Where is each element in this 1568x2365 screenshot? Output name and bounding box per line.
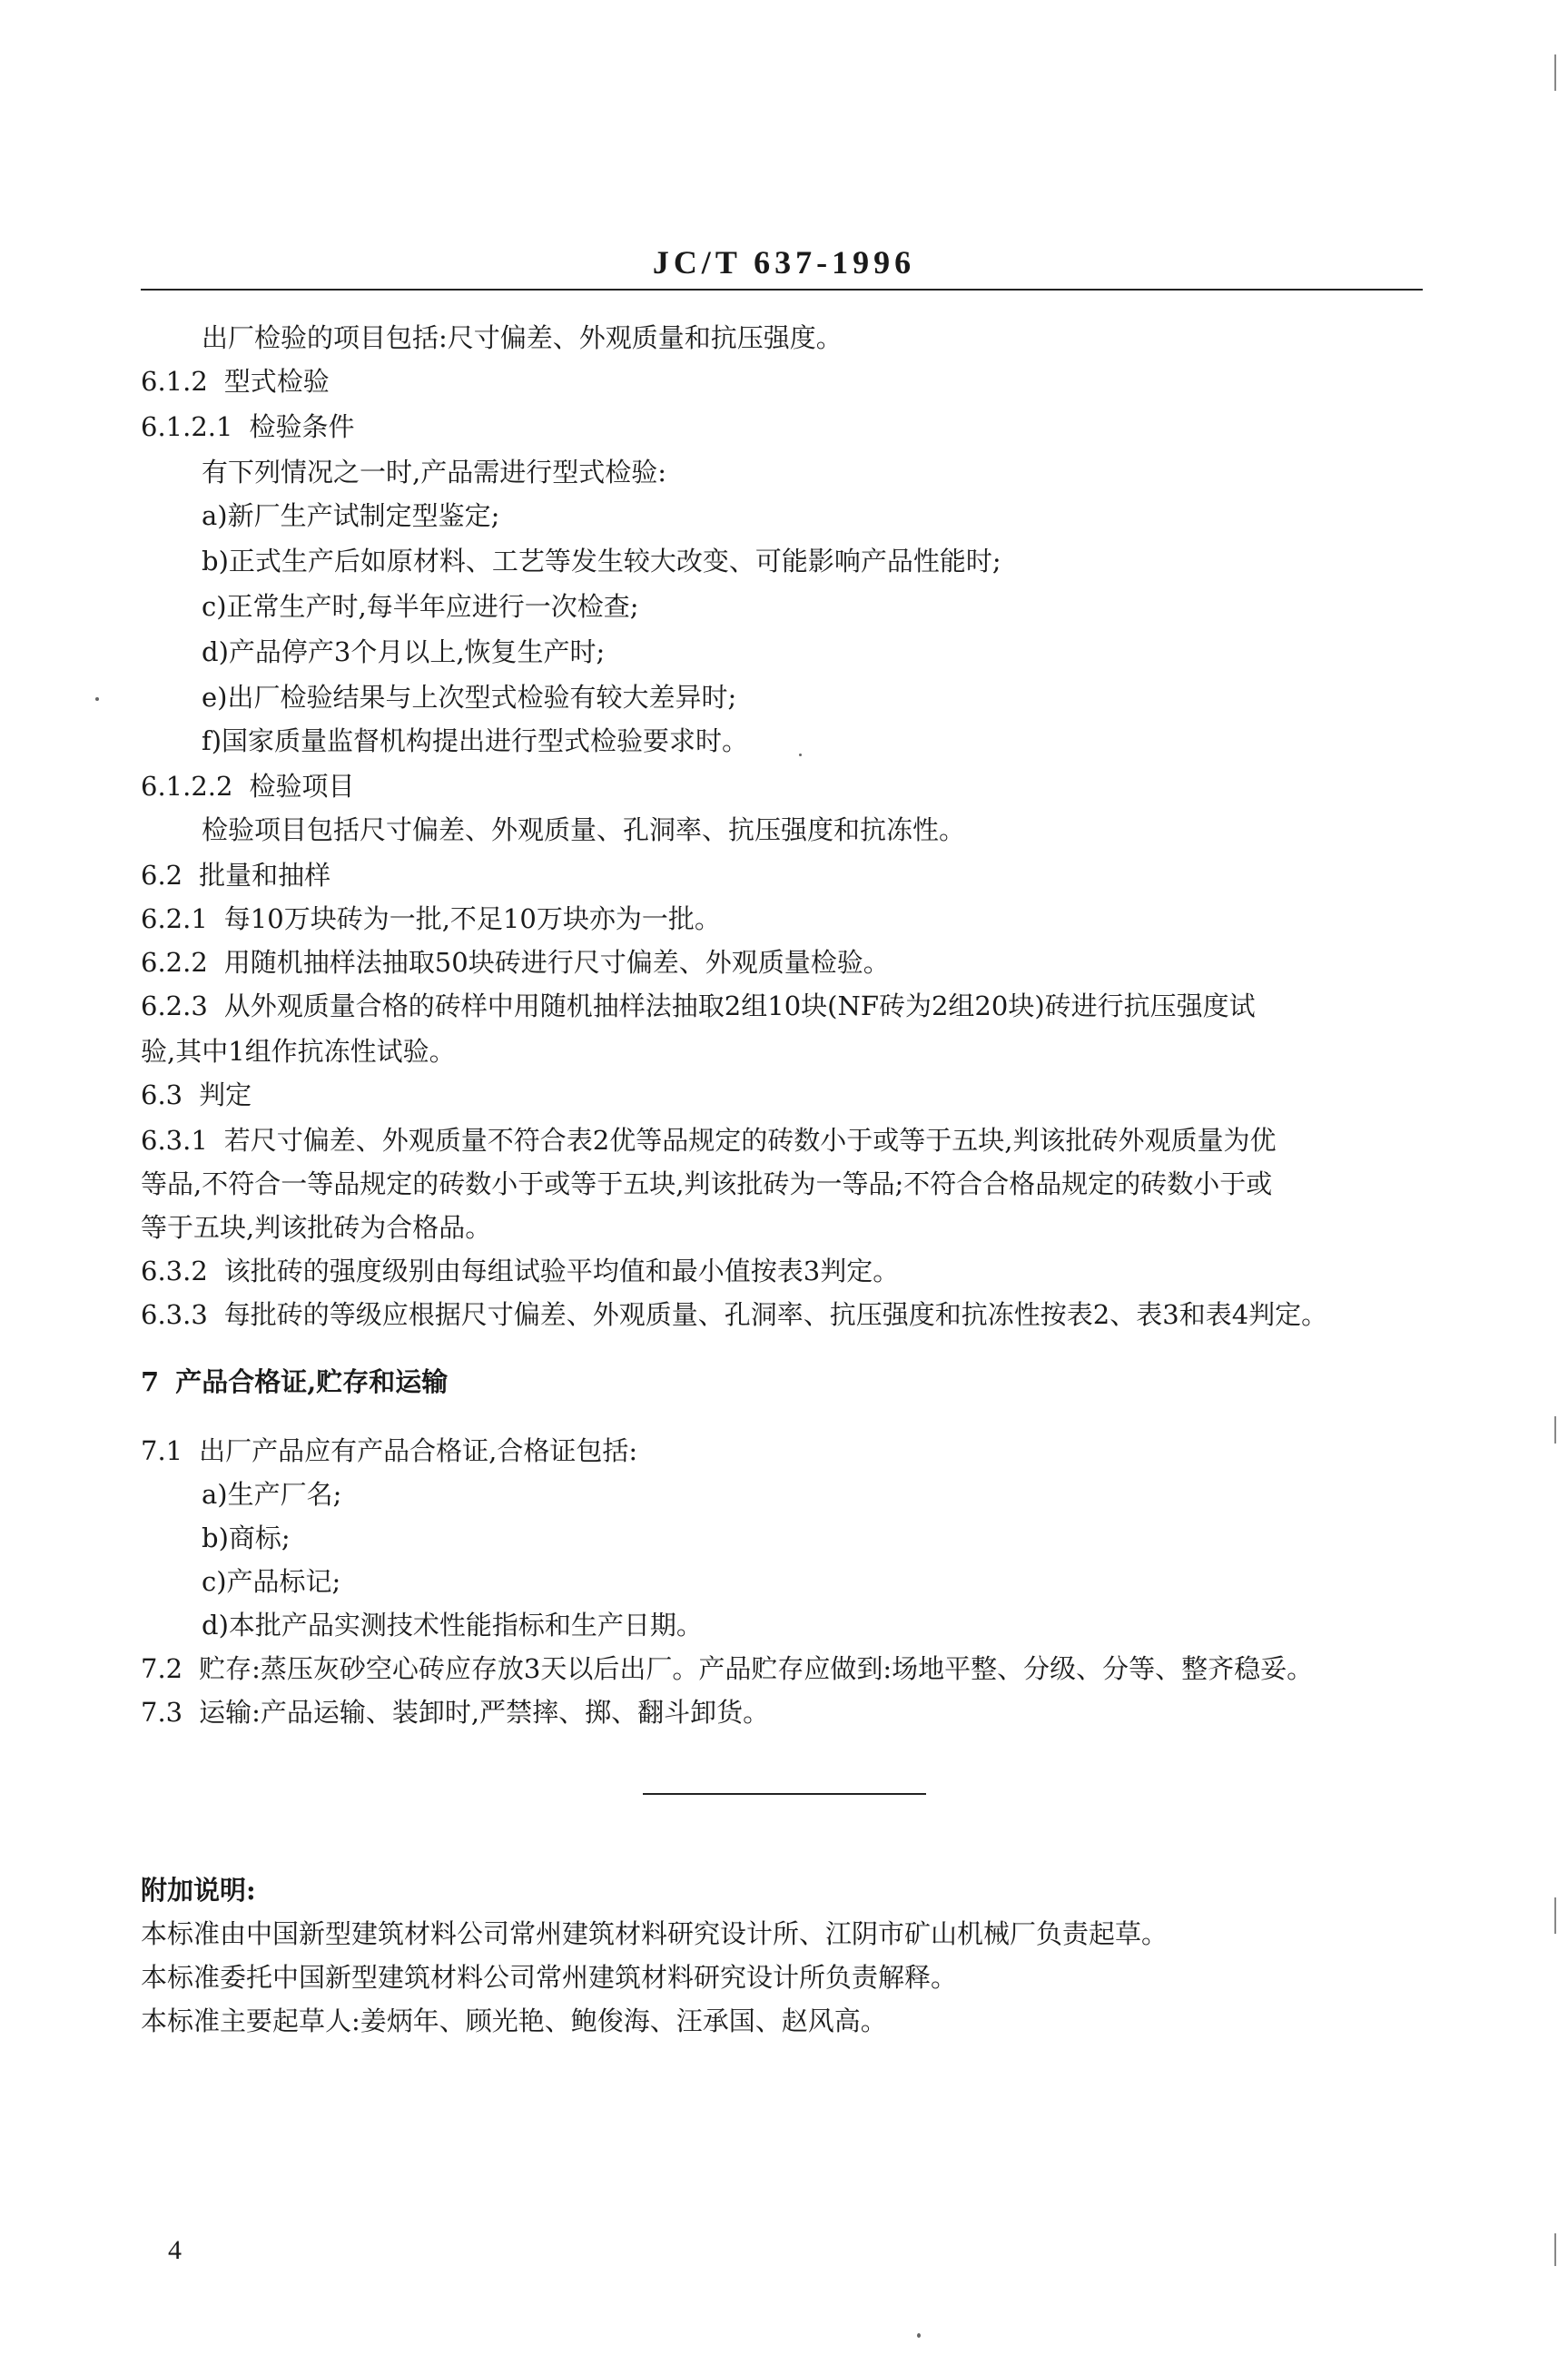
section-text: 每批砖的等级应根据尺寸偏差、外观质量、孔洞率、抗压强度和抗冻性按表2、表3和表4判定。 [223,1299,1328,1330]
list-item-a: a)新厂生产试制定型鉴定; [202,500,500,531]
section-text: 贮存:蒸压灰砂空心砖应存放3天以后出厂。产品贮存应做到:场地平整、分级、分等、整齐稳妥。 [199,1653,1314,1684]
scan-speck [799,754,802,756]
section-number: 7.3 [141,1697,183,1728]
section-number: 6.3 [141,1079,183,1110]
section-6-3-3 [141,1296,1327,1333]
section-title: 型式检验 [223,366,330,397]
standard-code-header: JC/T 637-1996 [652,244,916,281]
scan-edge-mark [1554,54,1556,91]
list-item-f: f)国家质量监督机构提出进行型式检验要求时。 [202,725,749,756]
section-7-2 [141,1651,1313,1687]
scan-speck [917,2333,921,2338]
section-text: 运输:产品运输、装卸时,严禁摔、掷、翻斗卸货。 [199,1697,770,1728]
end-of-text-rule [643,1793,926,1795]
section-number: 6.3.1 [141,1125,208,1156]
section-7-heading [141,1364,448,1400]
section-6-3-1-cont2: 等于五块,判该批砖为合格品。 [141,1212,492,1243]
header-rule [141,289,1423,291]
section-text: 该批砖的强度级别由每组试验平均值和最小值按表3判定。 [223,1256,900,1286]
section-title: 产品合格证,贮存和运输 [175,1366,449,1397]
section-6-2-1 [141,901,721,937]
section-6-2-2 [141,944,890,980]
list-item-7-1-b: b)商标; [202,1522,291,1553]
section-number: 6.2.2 [141,947,208,978]
section-text: 若尺寸偏差、外观质量不符合表2优等品规定的砖数小于或等于五块,判该批砖外观质量为优 [223,1125,1277,1156]
section-7-1 [141,1433,637,1469]
section-number: 6.1.2.2 [141,771,233,802]
section-title: 检验条件 [249,411,355,442]
section-text: 出厂产品应有产品合格证,合格证包括: [199,1435,638,1466]
section-title: 批量和抽样 [199,860,331,891]
section-6-2 [141,857,330,893]
section-number: 7.2 [141,1653,183,1684]
scan-edge-mark [1554,2233,1556,2266]
section-6-3-1-cont: 等品,不符合一等品规定的砖数小于或等于五块,判该批砖为一等品;不符合合格品规定的砖数小于或 [141,1168,1273,1199]
section-6-1-2-2 [141,768,354,804]
list-item-c: c)正常生产时,每半年应进行一次检查; [202,591,639,622]
scan-edge-mark [1554,1897,1556,1934]
section-number: 6.2 [141,860,183,891]
list-item-7-1-d: d)本批产品实测技术性能指标和生产日期。 [202,1610,703,1641]
list-item-7-1-a: a)生产厂名; [202,1479,342,1510]
section-number: 6.2.1 [141,903,208,934]
section-text: 用随机抽样法抽取50块砖进行尺寸偏差、外观质量检验。 [223,947,890,978]
list-item-d: d)产品停产3个月以上,恢复生产时; [202,636,606,667]
list-item-7-1-c: c)产品标记; [202,1566,341,1597]
scan-edge-mark [1554,1416,1556,1444]
paragraph-conditions-intro: 有下列情况之一时,产品需进行型式检验: [202,457,666,488]
notes-title: 附加说明: [141,1875,256,1906]
section-text: 每10万块砖为一批,不足10万块亦为一批。 [223,903,721,934]
section-6-1-2-1 [141,409,354,445]
list-item-b: b)正式生产后如原材料、工艺等发生较大改变、可能影响产品性能时; [202,546,1001,576]
section-number: 7 [141,1366,160,1397]
section-title: 检验项目 [249,771,355,802]
section-6-3-1 [141,1122,1276,1158]
section-6-2-3 [141,988,1256,1024]
section-7-3 [141,1694,769,1730]
page-number: 4 [168,2235,182,2265]
section-number: 6.2.3 [141,990,208,1021]
list-item-e: e)出厂检验结果与上次型式检验有较大差异时; [202,682,737,713]
section-title: 判定 [199,1079,252,1110]
scan-speck [95,697,99,701]
section-number: 7.1 [141,1435,183,1466]
note-drafters: 本标准主要起草人:姜炳年、顾光艳、鲍俊海、汪承国、赵风高。 [141,2005,887,2036]
section-text: 从外观质量合格的砖样中用随机抽样法抽取2组10块(NF砖为2组20块)砖进行抗压强度试 [223,990,1256,1021]
section-number: 6.3.3 [141,1299,208,1330]
section-number: 6.1.2.1 [141,411,233,442]
paragraph-inspection-items: 检验项目包括尺寸偏差、外观质量、孔洞率、抗压强度和抗冻性。 [202,814,966,845]
note-drafting-org: 本标准由中国新型建筑材料公司常州建筑材料研究设计所、江阴市矿山机械厂负责起草。 [141,1918,1169,1949]
paragraph-factory-inspection: 出厂检验的项目包括:尺寸偏差、外观质量和抗压强度。 [202,322,843,353]
section-6-3-2 [141,1253,899,1289]
section-6-2-3-cont: 验,其中1组作抗冻性试验。 [141,1036,456,1067]
section-6-1-2 [141,363,330,399]
note-interpretation: 本标准委托中国新型建筑材料公司常州建筑材料研究设计所负责解释。 [141,1962,958,1993]
section-number: 6.3.2 [141,1256,208,1286]
section-6-3 [141,1077,251,1113]
section-number: 6.1.2 [141,366,208,397]
